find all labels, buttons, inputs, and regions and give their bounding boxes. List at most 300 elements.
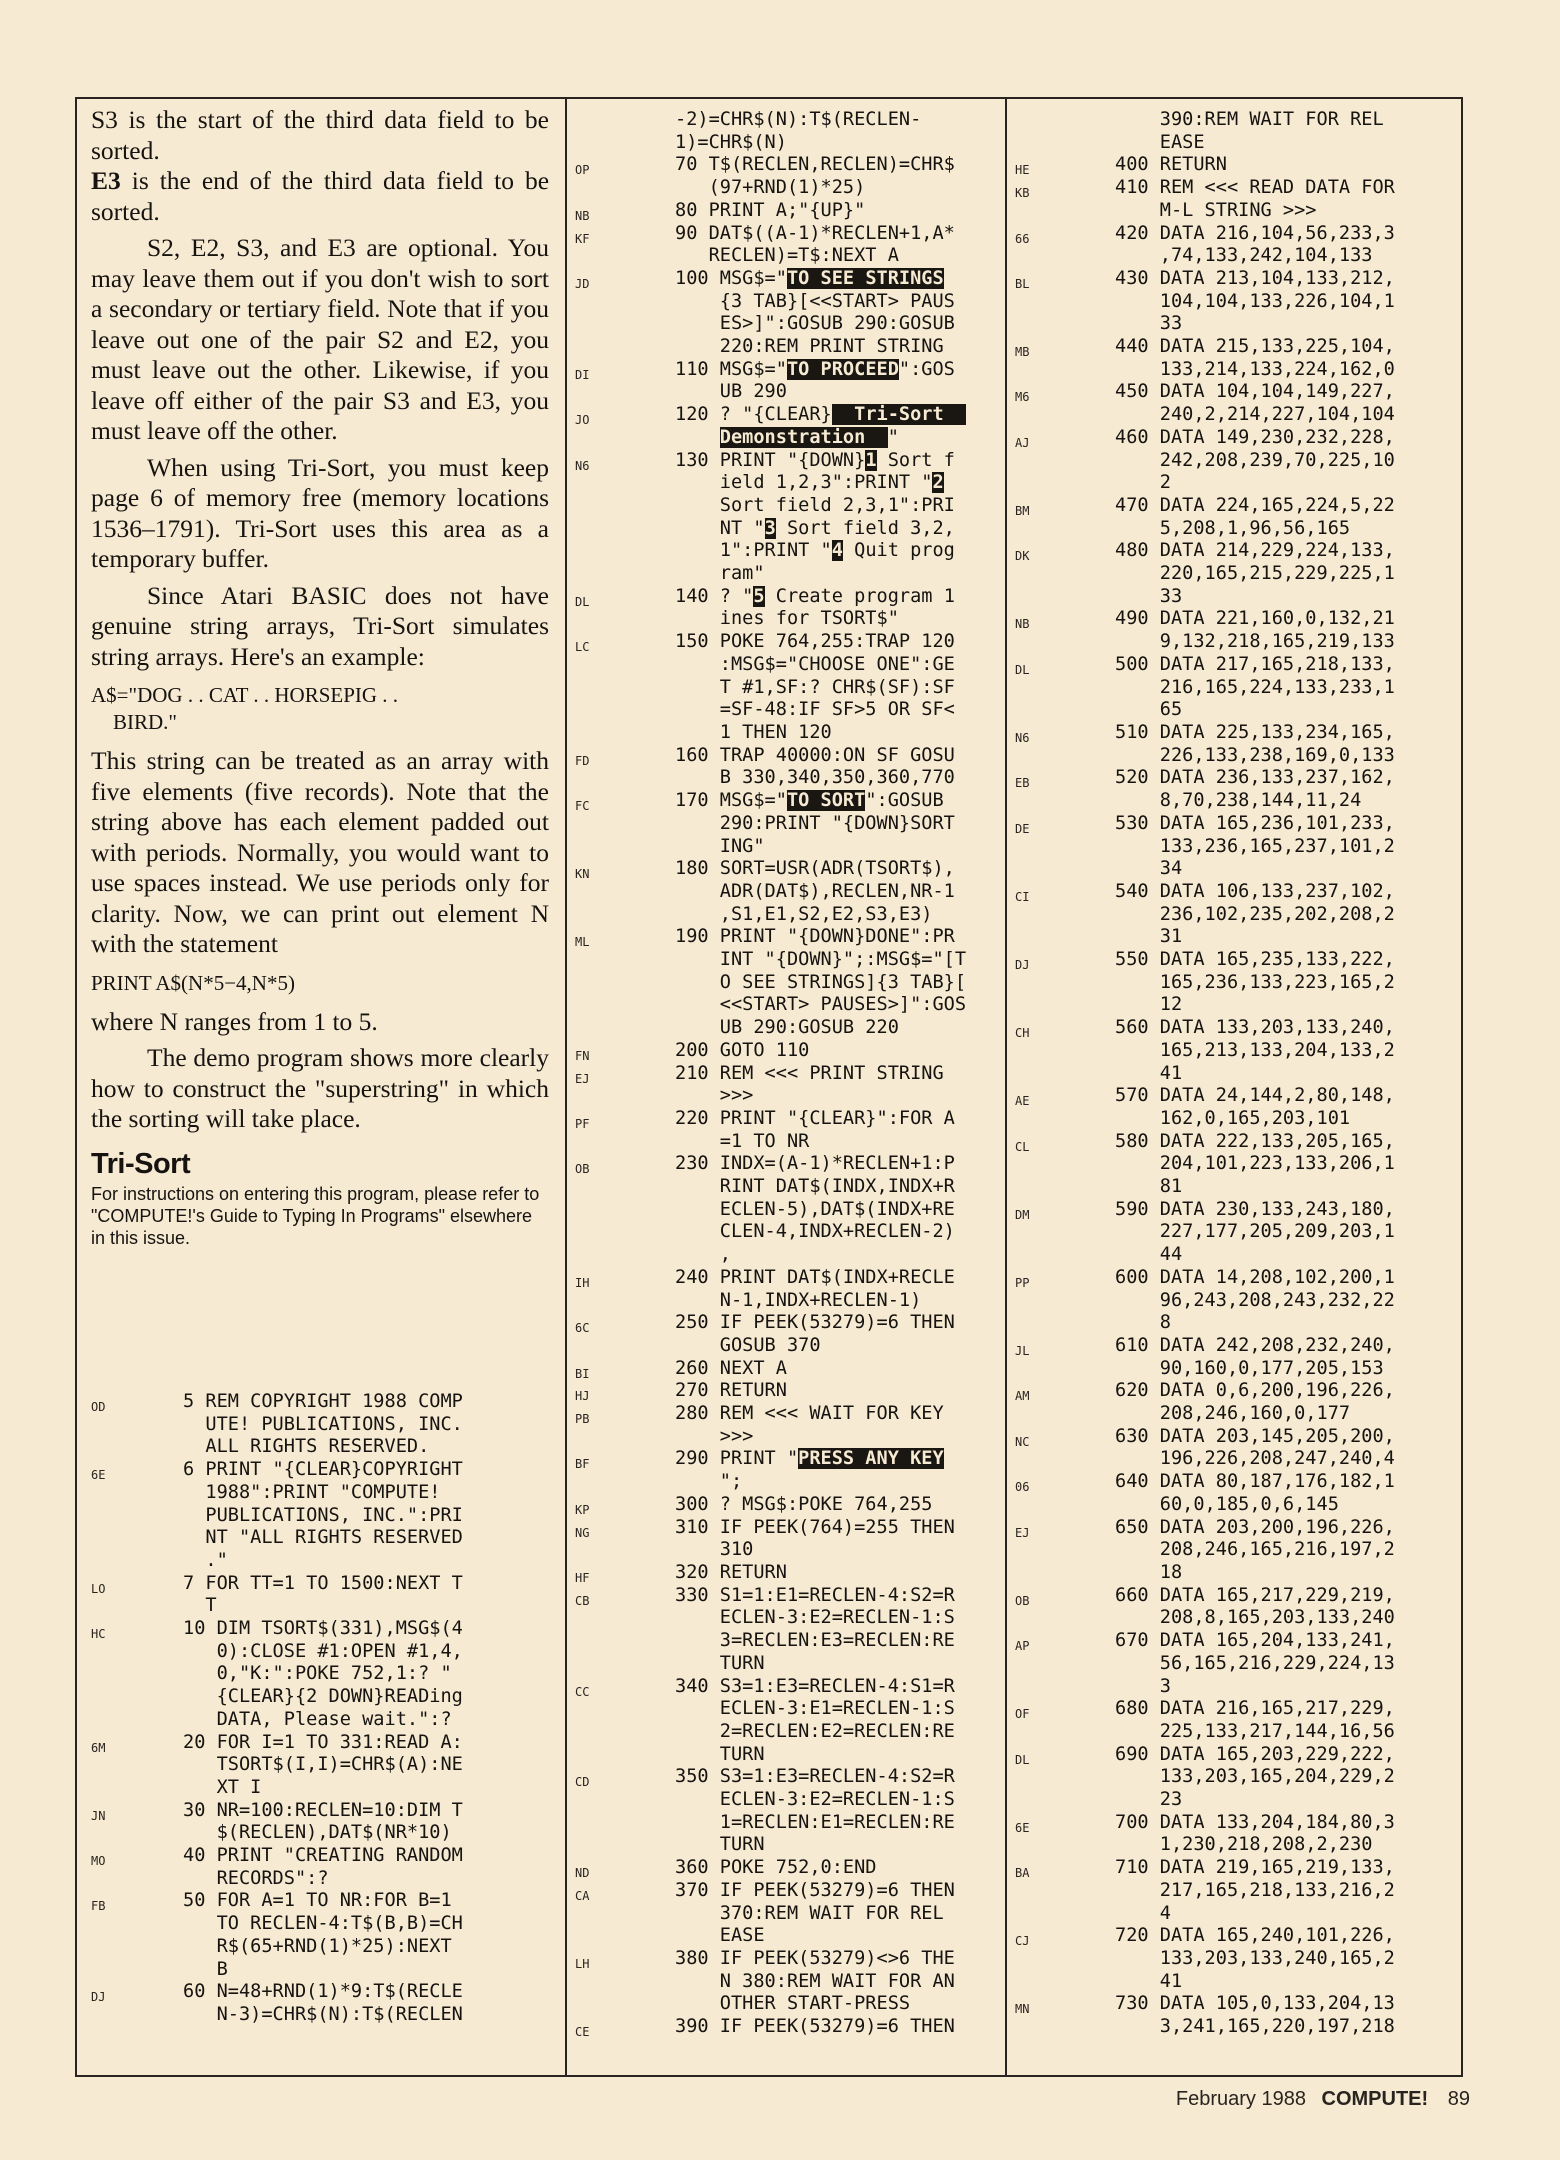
checksum-code: OD xyxy=(91,1400,106,1414)
code-text: 570 DATA 24,144,2,80,148, xyxy=(1115,1085,1395,1107)
footer-magazine: COMPUTE! xyxy=(1321,2088,1429,2110)
checksum-code: DL xyxy=(1015,662,1030,677)
code-text: NT "3 Sort field 3,2, xyxy=(675,517,955,539)
code-text: 165,236,133,223,165,2 xyxy=(1115,971,1395,993)
code-text: 190 PRINT "{DOWN}DONE":PR xyxy=(675,926,955,948)
code-text: 30 NR=100:RECLEN=10:DIM T xyxy=(183,1799,463,1821)
code-text: {CLEAR}{2 DOWN}READing xyxy=(183,1686,463,1708)
checksum-code: KP xyxy=(575,1502,590,1517)
code-text: 23 xyxy=(1115,1789,1183,1811)
code-line xyxy=(575,1358,966,1381)
checksum-code: ML xyxy=(575,935,590,950)
code-text: 620 DATA 0,6,200,196,226, xyxy=(1115,1380,1395,1402)
code-text: 204,101,223,133,206,1 xyxy=(1115,1153,1395,1175)
code-text: NT "ALL RIGHTS RESERVED xyxy=(183,1527,463,1549)
code-text: 370:REM WAIT FOR REL xyxy=(675,1902,944,1924)
code-line xyxy=(91,1800,463,1845)
code-text: T #1,SF:? CHR$(SF):SF xyxy=(675,676,955,698)
code-text: 1)=CHR$(N) xyxy=(675,131,787,153)
code-line xyxy=(1015,154,1395,177)
code-text: 10 DIM TSORT$(331),MSG$(4 xyxy=(183,1618,463,1640)
code-line xyxy=(575,745,966,790)
code-text: ECLEN-5),DAT$(INDX+RE xyxy=(675,1198,955,1220)
code-line xyxy=(575,790,966,858)
checksum-code: JD xyxy=(575,276,590,291)
code-text: 310 IF PEEK(764)=255 THEN xyxy=(675,1516,955,1538)
code-line xyxy=(91,1845,463,1890)
checksum-code: MB xyxy=(1015,345,1030,360)
code-line xyxy=(575,1494,966,1517)
checksum-code: DE xyxy=(1015,821,1030,836)
checksum-code: CJ xyxy=(1015,1934,1030,1949)
code-text: UB 290 xyxy=(675,381,787,403)
code-text: 290 PRINT "PRESS ANY KEY xyxy=(675,1448,944,1470)
checksum-code: OF xyxy=(1015,1707,1030,1722)
checksum-code: BI xyxy=(575,1366,590,1381)
code-text: 100 MSG$="TO SEE STRINGS xyxy=(675,267,944,289)
code-text: UTE! PUBLICATIONS, INC. xyxy=(183,1413,463,1435)
checksum-code: OB xyxy=(575,1162,590,1177)
code-text: 130 PRINT "{DOWN}1 Sort f xyxy=(675,449,955,471)
checksum-code: LO xyxy=(91,1581,106,1596)
code-text: 208,246,165,216,197,2 xyxy=(1115,1539,1395,1561)
code-line xyxy=(1015,608,1395,653)
code-line xyxy=(575,1380,966,1403)
checksum-code: FC xyxy=(575,799,590,814)
code-text: 104,104,133,226,104,1 xyxy=(1115,290,1395,312)
code-line xyxy=(1015,1698,1395,1743)
code-line xyxy=(1015,1085,1395,1130)
code-text: 227,177,205,209,203,1 xyxy=(1115,1221,1395,1243)
code-line xyxy=(1015,1585,1395,1630)
code-line xyxy=(1015,1925,1395,1993)
code-text: 510 DATA 225,133,234,165, xyxy=(1115,721,1395,743)
code-text: (97+RND(1)*25) xyxy=(675,177,866,199)
checksum-code: AP xyxy=(1015,1639,1030,1654)
code-text: 230 INDX=(A-1)*RECLEN+1:P xyxy=(675,1153,955,1175)
code-text: TSORT$(I,I)=CHR$(A):NE xyxy=(183,1754,463,1776)
article-text xyxy=(91,105,549,1249)
code-text: 165,213,133,204,133,2 xyxy=(1115,1039,1395,1061)
code-line xyxy=(575,1766,966,1857)
code-text: 0,"K:":POKE 752,1:? " xyxy=(183,1663,452,1685)
code-text: "; xyxy=(675,1471,743,1493)
code-text: 6 PRINT "{CLEAR}COPYRIGHT xyxy=(183,1459,463,1481)
code-line xyxy=(1015,336,1395,381)
code-text: ." xyxy=(183,1549,228,1571)
code-text: ADR(DAT$),RECLEN,NR-1 xyxy=(675,880,955,902)
code-line xyxy=(1015,949,1395,1017)
code-line xyxy=(1015,1812,1395,1857)
code-line xyxy=(91,1618,463,1732)
code-text: -2)=CHR$(N):T$(RECLEN- xyxy=(675,109,922,130)
code-text: 140 ? "5 Create program 1 xyxy=(675,585,955,607)
code-line xyxy=(575,631,966,745)
code-text: 340 S3=1:E3=RECLEN-4:S1=R xyxy=(675,1675,955,1697)
code-line xyxy=(1015,109,1395,154)
code-text: 240 PRINT DAT$(INDX+RECLE xyxy=(675,1266,955,1288)
code-line xyxy=(1015,1993,1395,2038)
code-text: 720 DATA 165,240,101,226, xyxy=(1115,1925,1395,1947)
code-line xyxy=(1015,1744,1395,1812)
checksum-code: AJ xyxy=(1015,435,1030,450)
code-text: 300 ? MSG$:POKE 764,255 xyxy=(675,1493,933,1515)
checksum-code: CA xyxy=(575,1888,590,1903)
checksum-code: AE xyxy=(1015,1094,1030,1109)
code-line xyxy=(575,1267,966,1312)
page-frame xyxy=(75,97,1463,2077)
code-text: XT I xyxy=(183,1776,262,1798)
checksum-code: OB xyxy=(1015,1593,1030,1608)
code-text: 610 DATA 242,208,232,240, xyxy=(1115,1334,1395,1356)
checksum-code: LC xyxy=(575,640,590,655)
paragraph-array: This string can be treated as an array with five elements (five records). Note that the string above has each element padded out with periods. Normally, you would want to use spaces instead. We use periods only for clarity. Now, we can print out element N with the statement xyxy=(91,746,549,958)
code-text: 380 IF PEEK(53279)<>6 THE xyxy=(675,1947,955,1969)
example-print: PRINT A$(N*5−4,N*5) xyxy=(91,970,295,995)
code-text: 730 DATA 105,0,133,204,13 xyxy=(1115,1993,1395,2015)
code-text: 41 xyxy=(1115,1062,1183,1084)
code-text: OTHER START-PRESS xyxy=(675,1993,911,2015)
code-text: 560 DATA 133,203,133,240, xyxy=(1115,1017,1395,1039)
code-text: 360 POKE 752,0:END xyxy=(675,1857,877,1879)
code-line xyxy=(575,268,966,359)
code-text: 242,208,239,70,225,10 xyxy=(1115,449,1395,471)
checksum-code: PB xyxy=(575,1412,590,1427)
code-text: 236,102,235,202,208,2 xyxy=(1115,903,1395,925)
code-text: RECLEN)=T$:NEXT A xyxy=(675,245,899,267)
code-text: 56,165,216,229,224,13 xyxy=(1115,1652,1395,1674)
code-line xyxy=(1015,1335,1395,1380)
checksum-code: PP xyxy=(1015,1275,1030,1290)
code-line xyxy=(575,450,966,586)
code-line xyxy=(91,1981,463,2026)
code-text: ECLEN-3:E1=RECLEN-1:S xyxy=(675,1698,955,1720)
checksum-code: DK xyxy=(1015,549,1030,564)
code-text: 290:PRINT "{DOWN}SORT xyxy=(675,812,955,834)
code-text: 310 xyxy=(675,1539,754,1561)
code-text: 390 IF PEEK(53279)=6 THEN xyxy=(675,2016,955,2038)
checksum-code: EB xyxy=(1015,776,1030,791)
code-text: 320 RETURN xyxy=(675,1562,787,1583)
code-text: B xyxy=(183,1958,228,1980)
code-text: 210 REM <<< PRINT STRING xyxy=(675,1062,944,1084)
checksum-code: DM xyxy=(1015,1207,1030,1222)
checksum-code: BA xyxy=(1015,1866,1030,1881)
code-text: 410 REM <<< READ DATA FOR xyxy=(1115,177,1395,199)
code-listing-part-1 xyxy=(91,1391,463,2027)
code-text: >>> xyxy=(675,1085,754,1107)
code-line xyxy=(1015,1630,1395,1698)
code-text: 700 DATA 133,204,184,80,3 xyxy=(1115,1811,1395,1833)
checksum-code: CH xyxy=(1015,1026,1030,1041)
code-text: 4 xyxy=(1115,1902,1171,1924)
code-line xyxy=(575,1448,966,1493)
code-text: 2 xyxy=(1115,472,1171,494)
checksum-code: ND xyxy=(575,1866,590,1881)
checksum-code: BL xyxy=(1015,276,1030,291)
checksum-code: CE xyxy=(575,2025,590,2040)
checksum-code: KN xyxy=(575,867,590,882)
code-text: 60,0,185,0,6,145 xyxy=(1115,1493,1339,1515)
code-text: ES>]":GOSUB 290:GOSUB xyxy=(675,313,955,335)
code-text: ECLEN-3:E2=RECLEN-1:S xyxy=(675,1789,955,1811)
code-text: 220:REM PRINT STRING xyxy=(675,336,944,358)
code-text: 630 DATA 203,145,205,200, xyxy=(1115,1425,1395,1447)
code-line xyxy=(1015,654,1395,722)
code-text: 370 IF PEEK(53279)=6 THEN xyxy=(675,1879,955,1901)
code-line xyxy=(575,359,966,404)
code-text: 240,2,214,227,104,104 xyxy=(1115,404,1395,426)
page-footer xyxy=(1176,2088,1470,2111)
code-line xyxy=(1015,268,1395,336)
checksum-code: KB xyxy=(1015,186,1030,201)
checksum-code: PF xyxy=(575,1116,590,1131)
code-text: 81 xyxy=(1115,1176,1183,1198)
code-text: TURN xyxy=(675,1743,765,1765)
code-line xyxy=(575,109,966,154)
code-text: ines for TSORT$" xyxy=(675,608,899,630)
code-text: EASE xyxy=(675,1925,765,1947)
code-line xyxy=(575,223,966,268)
code-text: RINT DAT$(INDX,INDX+R xyxy=(675,1176,955,1198)
code-line xyxy=(575,1880,966,1948)
code-text: $(RECLEN),DAT$(NR*10) xyxy=(183,1822,452,1844)
checksum-code: N6 xyxy=(575,458,590,473)
code-text: :MSG$="CHOOSE ONE":GE xyxy=(675,653,955,675)
code-text: 133,203,133,240,165,2 xyxy=(1115,1947,1395,1969)
code-text: 500 DATA 217,165,218,133, xyxy=(1115,653,1395,675)
code-text: 90 DAT$((A-1)*RECLEN+1,A* xyxy=(675,222,955,244)
checksum-code: MO xyxy=(91,1854,106,1869)
code-text: N-3)=CHR$(N):T$(RECLEN xyxy=(183,2003,463,2025)
code-text: 650 DATA 203,200,196,226, xyxy=(1115,1516,1395,1538)
code-text: 162,0,165,203,101 xyxy=(1115,1107,1351,1129)
code-text: 5,208,1,96,56,165 xyxy=(1115,517,1351,539)
code-line xyxy=(575,1403,966,1448)
code-line xyxy=(575,1153,966,1267)
paragraph-range: where N ranges from 1 to 5. xyxy=(91,1006,378,1036)
code-text: B 330,340,350,360,770 xyxy=(675,767,955,789)
code-line xyxy=(575,1108,966,1153)
code-text: 133,203,165,204,229,2 xyxy=(1115,1766,1395,1788)
code-text: 196,226,208,247,240,4 xyxy=(1115,1448,1395,1470)
code-text: 470 DATA 224,165,224,5,22 xyxy=(1115,494,1395,516)
code-text: N-1,INDX+RECLEN-1) xyxy=(675,1289,922,1311)
code-text: 350 S3=1:E3=RECLEN-4:S2=R xyxy=(675,1766,955,1788)
paragraph-page6: When using Tri-Sort, you must keep page 6 of memory free (memory locations 1536–1791). Tri-Sort uses this area as a temporary buffer. xyxy=(91,452,549,573)
code-text: 220 PRINT "{CLEAR}":FOR A xyxy=(675,1107,955,1129)
code-text: 600 DATA 14,208,102,200,1 xyxy=(1115,1266,1395,1288)
code-line xyxy=(1015,495,1395,540)
code-line xyxy=(575,1040,966,1063)
checksum-code: NB xyxy=(1015,617,1030,632)
code-text: {3 TAB}[<<START> PAUS xyxy=(675,290,955,312)
code-text: 7 FOR TT=1 TO 1500:NEXT T xyxy=(183,1572,463,1594)
code-line xyxy=(1015,767,1395,812)
code-text: N 380:REM WAIT FOR AN xyxy=(675,1970,955,1992)
footer-date: February 1988 xyxy=(1175,2088,1306,2110)
column-1 xyxy=(77,99,567,2075)
code-text: 133,236,165,237,101,2 xyxy=(1115,835,1395,857)
code-text: TURN xyxy=(675,1834,765,1856)
code-text: 520 DATA 236,133,237,162, xyxy=(1115,767,1395,789)
code-text: DATA, Please wait.":? xyxy=(183,1708,452,1730)
checksum-code: DL xyxy=(1015,1752,1030,1767)
code-line xyxy=(575,154,966,199)
checksum-code: M6 xyxy=(1015,390,1030,405)
checksum-code: CD xyxy=(575,1775,590,1790)
code-text: 150 POKE 764,255:TRAP 120 xyxy=(675,631,955,653)
code-text: 40 PRINT "CREATING RANDOM xyxy=(183,1845,463,1867)
code-text: R$(65+RND(1)*25):NEXT xyxy=(183,1935,452,1957)
code-text: 3 xyxy=(1115,1675,1171,1697)
code-text: 200 GOTO 110 xyxy=(675,1039,810,1061)
code-text: 670 DATA 165,204,133,241, xyxy=(1115,1630,1395,1652)
code-listing-part-3 xyxy=(1015,109,1395,2039)
code-text: 690 DATA 165,203,229,222, xyxy=(1115,1743,1395,1765)
code-text: 550 DATA 165,235,133,222, xyxy=(1115,949,1395,971)
code-text: 110 MSG$="TO PROCEED":GOS xyxy=(675,358,955,380)
checksum-code: DJ xyxy=(91,1990,106,2005)
paragraph-e3: E3 is the end of the third data field to be sorted. xyxy=(91,166,550,226)
code-text: ING" xyxy=(675,835,765,857)
checksum-code: NC xyxy=(1015,1434,1030,1449)
code-text: 540 DATA 106,133,237,102, xyxy=(1115,880,1395,902)
code-text: 5 REM COPYRIGHT 1988 COMP xyxy=(183,1391,463,1412)
code-text: 8,70,238,144,11,24 xyxy=(1115,790,1362,812)
code-line xyxy=(1015,1267,1395,1335)
code-text: 208,8,165,203,133,240 xyxy=(1115,1607,1395,1629)
code-text: 220,165,215,229,225,1 xyxy=(1115,563,1395,585)
code-line xyxy=(1015,1131,1395,1199)
code-line xyxy=(91,1391,463,1459)
code-text: 50 FOR A=1 TO NR:FOR B=1 xyxy=(183,1890,452,1912)
code-text: 260 NEXT A xyxy=(675,1357,787,1379)
code-text: Demonstration " xyxy=(719,426,899,448)
code-text: T xyxy=(183,1595,217,1617)
column-2 xyxy=(567,99,1007,2075)
code-text: 12 xyxy=(1115,994,1183,1016)
code-text: 133,214,133,224,162,0 xyxy=(1115,358,1395,380)
code-text: 180 SORT=USR(ADR(TSORT$), xyxy=(675,858,955,880)
code-line xyxy=(1015,177,1395,222)
code-text: 1988":PRINT "COMPUTE! xyxy=(183,1481,441,1503)
code-line xyxy=(1015,1017,1395,1085)
code-text: EASE xyxy=(1115,131,1205,153)
paragraph-demo: The demo program shows more clearly how to construct the "superstring" in which the sorting will take place. xyxy=(91,1043,549,1133)
checksum-code: 6E xyxy=(1015,1820,1030,1835)
checksum-code: JL xyxy=(1015,1343,1030,1358)
checksum-code: 6C xyxy=(575,1321,590,1336)
code-text: 208,246,160,0,177 xyxy=(1115,1403,1351,1425)
checksum-code: NB xyxy=(575,208,590,223)
code-text: 640 DATA 80,187,176,182,1 xyxy=(1115,1471,1395,1493)
code-line xyxy=(1015,1380,1395,1425)
checksum-code: BM xyxy=(1015,503,1030,518)
code-text: 440 DATA 215,133,225,104, xyxy=(1115,336,1395,358)
code-text: 1=RECLEN:E1=RECLEN:RE xyxy=(675,1811,955,1833)
checksum-code: HC xyxy=(91,1627,106,1642)
code-text: 70 T$(RECLEN,RECLEN)=CHR$ xyxy=(675,154,955,176)
code-text: 2=RECLEN:E2=RECLEN:RE xyxy=(675,1720,955,1742)
code-text: 160 TRAP 40000:ON SF GOSU xyxy=(675,744,955,766)
code-line xyxy=(575,1585,966,1676)
code-text: 710 DATA 219,165,219,133, xyxy=(1115,1857,1395,1879)
code-text: , xyxy=(675,1244,731,1266)
code-line xyxy=(575,858,966,926)
paragraph-s3: S3 is the start of the third data field to be sorted. xyxy=(91,105,549,165)
code-text: 9,132,218,165,219,133 xyxy=(1115,631,1395,653)
code-text: ield 1,2,3":PRINT "2 xyxy=(675,472,944,494)
code-text: 18 xyxy=(1115,1562,1183,1583)
code-line xyxy=(1015,223,1395,268)
code-text: 480 DATA 214,229,224,133, xyxy=(1115,540,1395,562)
code-text: ECLEN-3:E2=RECLEN-1:S xyxy=(675,1607,955,1629)
checksum-code: 06 xyxy=(1015,1480,1030,1495)
code-text: 590 DATA 230,133,243,180, xyxy=(1115,1198,1395,1220)
code-text: CLEN-4,INDX+RECLEN-2) xyxy=(675,1221,955,1243)
code-text: 216,165,224,133,233,1 xyxy=(1115,676,1395,698)
checksum-code: JO xyxy=(575,413,590,428)
column-3 xyxy=(1007,99,1463,2075)
code-text: 217,165,218,133,216,2 xyxy=(1115,1879,1395,1901)
checksum-code: MN xyxy=(1015,2002,1030,2017)
code-text: 65 xyxy=(1115,699,1183,721)
code-text: ALL RIGHTS RESERVED. xyxy=(183,1436,430,1458)
code-text: 420 DATA 216,104,56,233,3 xyxy=(1115,222,1395,244)
code-text: 31 xyxy=(1115,926,1183,948)
code-text: 680 DATA 216,165,217,229, xyxy=(1115,1698,1395,1720)
code-text: TO RECLEN-4:T$(B,B)=CH xyxy=(183,1913,463,1935)
code-text: <<START> PAUSES>]":GOS xyxy=(675,994,967,1016)
code-listing-part-2 xyxy=(575,109,966,2039)
code-text: 33 xyxy=(1115,585,1183,607)
code-line xyxy=(575,1562,966,1585)
checksum-code: HF xyxy=(575,1571,590,1585)
checksum-code: EJ xyxy=(575,1071,590,1086)
code-text: 20 FOR I=1 TO 331:READ A: xyxy=(183,1731,463,1753)
checksum-code: CC xyxy=(575,1684,590,1699)
code-text: TURN xyxy=(675,1652,765,1674)
code-line xyxy=(1015,1199,1395,1267)
code-line xyxy=(91,1459,463,1573)
code-text: 1 THEN 120 xyxy=(675,721,832,743)
code-text: RECORDS":? xyxy=(183,1867,329,1889)
code-text: 450 DATA 104,104,149,227, xyxy=(1115,381,1395,403)
checksum-code: OP xyxy=(575,163,590,178)
code-text: 490 DATA 221,160,0,132,21 xyxy=(1115,608,1395,630)
code-line xyxy=(575,200,966,223)
code-line xyxy=(91,1573,463,1618)
code-line xyxy=(1015,813,1395,881)
code-text: INT "{DOWN}";:MSG$="[T xyxy=(675,949,967,971)
checksum-code: CL xyxy=(1015,1139,1030,1154)
code-line xyxy=(575,1312,966,1357)
listing-note: For instructions on entering this program, please refer to "COMPUTE!'s Guide to Typing In Programs" elsewhere in this issue. xyxy=(91,1184,540,1248)
code-text: 3,241,165,220,197,218 xyxy=(1115,2016,1395,2038)
checksum-code: AM xyxy=(1015,1389,1030,1404)
code-text: 1":PRINT "4 Quit prog xyxy=(675,540,955,562)
code-line xyxy=(1015,881,1395,949)
code-text: 0):CLOSE #1:OPEN #1,4, xyxy=(183,1640,463,1662)
code-text: 250 IF PEEK(53279)=6 THEN xyxy=(675,1312,955,1334)
checksum-code: CB xyxy=(575,1593,590,1608)
code-text: 41 xyxy=(1115,1970,1183,1992)
code-line xyxy=(575,1948,966,2016)
checksum-code: DL xyxy=(575,594,590,609)
code-text: 400 RETURN xyxy=(1115,154,1227,176)
code-text: 80 PRINT A;"{UP}" xyxy=(675,199,866,221)
